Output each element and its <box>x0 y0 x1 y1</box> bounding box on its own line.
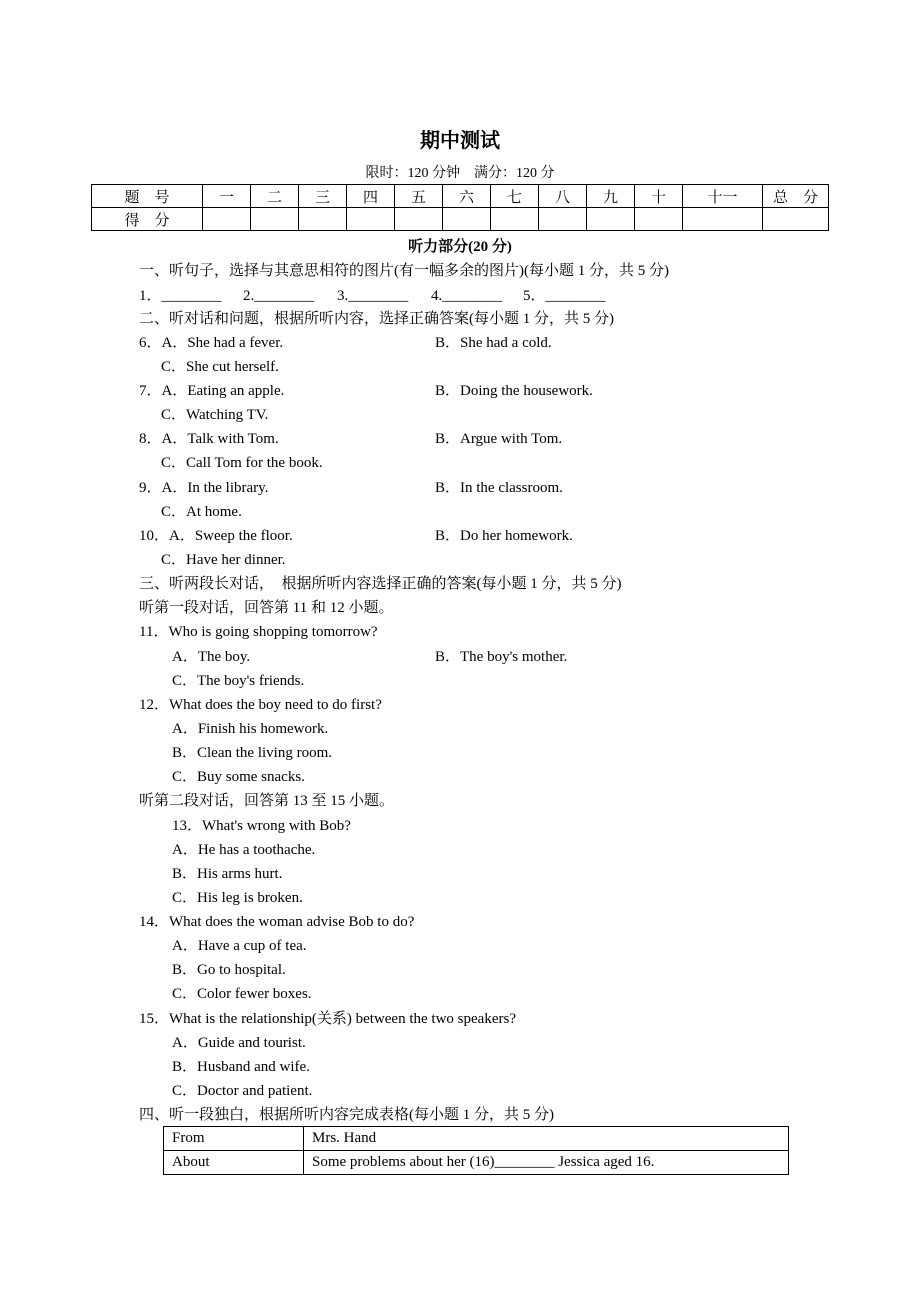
header-cell: 十 <box>635 185 683 208</box>
option-c: C．She cut herself. <box>161 359 279 375</box>
question-11: 11．Who is going shopping tomorrow? <box>139 624 378 640</box>
header-cell: 一 <box>203 185 251 208</box>
option-c: C．Call Tom for the book. <box>161 455 323 471</box>
option-a: A．Finish his homework. <box>172 721 329 737</box>
header-cell: 五 <box>395 185 443 208</box>
question-13: 13．What's wrong with Bob? <box>172 818 351 834</box>
question-15: 15．What is the relationship(关系) between the two speakers? <box>139 1011 516 1027</box>
score-cell[interactable] <box>251 208 299 231</box>
score-cell[interactable] <box>443 208 491 231</box>
table-row <box>164 1127 789 1151</box>
question-12: 12．What does the boy need to do first? <box>139 697 382 713</box>
question-14: 14．What does the woman advise Bob to do? <box>139 914 415 930</box>
score-cell[interactable] <box>395 208 443 231</box>
option-b: B．She had a cold. <box>435 335 552 351</box>
row-value[interactable]: Some problems about her (16)________ Jessica aged 16. <box>304 1151 789 1175</box>
header-cell: 六 <box>443 185 491 208</box>
score-table-header-row <box>92 185 829 208</box>
option-c: C．Have her dinner. <box>161 552 286 568</box>
option-b: B．In the classroom. <box>435 480 563 496</box>
score-cell[interactable] <box>347 208 395 231</box>
listening-section-title: 听力部分(20 分) <box>408 239 512 255</box>
option-b: B．Do her homework. <box>435 528 573 544</box>
score-cell[interactable] <box>635 208 683 231</box>
option-b: B．His arms hurt. <box>172 866 283 882</box>
monologue-table <box>163 1126 789 1175</box>
exam-info: 限时：120 分钟 满分：120 分 <box>365 166 555 181</box>
row-label: From <box>164 1127 304 1151</box>
header-cell: 八 <box>539 185 587 208</box>
answer-blank[interactable]: 2.________ <box>243 288 315 304</box>
option-b: B．Doing the housework. <box>435 383 593 399</box>
score-table-score-row <box>92 208 829 231</box>
score-cell[interactable] <box>491 208 539 231</box>
option-c: C．Watching TV. <box>161 407 269 423</box>
table-row <box>164 1151 789 1175</box>
header-cell: 十一 <box>683 185 763 208</box>
header-cell: 总 分 <box>763 185 829 208</box>
score-table <box>91 184 829 231</box>
dialog1-note: 听第一段对话，回答第 11 和 12 小题。 <box>139 600 394 616</box>
option-a: 6．A．She had a fever. <box>139 335 284 351</box>
header-cell: 九 <box>587 185 635 208</box>
score-cell[interactable] <box>683 208 763 231</box>
answer-blank[interactable]: 4.________ <box>431 288 503 304</box>
option-b: B．The boy's mother. <box>435 649 568 665</box>
answer-blank[interactable]: 5．________ <box>523 288 606 304</box>
header-cell: 四 <box>347 185 395 208</box>
option-b: B．Husband and wife. <box>172 1059 310 1075</box>
option-b: B．Go to hospital. <box>172 962 286 978</box>
option-c: C．At home. <box>161 504 242 520</box>
option-a: 8．A．Talk with Tom. <box>139 431 279 447</box>
score-cell[interactable] <box>539 208 587 231</box>
option-c: C．Color fewer boxes. <box>172 986 312 1002</box>
answer-blank[interactable]: 3.________ <box>337 288 409 304</box>
header-cell: 七 <box>491 185 539 208</box>
score-cell[interactable] <box>763 208 829 231</box>
header-cell: 二 <box>251 185 299 208</box>
option-a: A．Guide and tourist. <box>172 1035 306 1051</box>
option-a: A．The boy. <box>172 649 251 665</box>
part4-heading: 四、听一段独白，根据所听内容完成表格(每小题 1 分，共 5 分) <box>139 1107 554 1123</box>
part1-heading: 一、听句子，选择与其意思相符的图片(有一幅多余的图片)(每小题 1 分，共 5 分) <box>139 263 669 279</box>
answer-blank[interactable]: 1．________ <box>139 288 222 304</box>
option-c: C．Doctor and patient. <box>172 1083 313 1099</box>
option-a: 7．A．Eating an apple. <box>139 383 285 399</box>
row-value: Mrs. Hand <box>304 1127 789 1151</box>
option-a: 9．A．In the library. <box>139 480 269 496</box>
option-a: 10．A．Sweep the floor. <box>139 528 293 544</box>
part2-heading: 二、听对话和问题，根据所听内容，选择正确答案(每小题 1 分，共 5 分) <box>139 311 614 327</box>
option-c: C．His leg is broken. <box>172 890 303 906</box>
option-a: A．Have a cup of tea. <box>172 938 307 954</box>
option-c: C．Buy some snacks. <box>172 769 305 785</box>
option-b: B．Clean the living room. <box>172 745 332 761</box>
header-cell: 题 号 <box>92 185 203 208</box>
score-cell[interactable] <box>203 208 251 231</box>
part3-heading: 三、听两段长对话， 根据所听内容选择正确的答案(每小题 1 分，共 5 分) <box>139 576 622 592</box>
score-row-label: 得 分 <box>92 208 203 231</box>
header-cell: 三 <box>299 185 347 208</box>
score-cell[interactable] <box>299 208 347 231</box>
option-b: B．Argue with Tom. <box>435 431 563 447</box>
row-label: About <box>164 1151 304 1175</box>
option-a: A．He has a toothache. <box>172 842 316 858</box>
dialog2-note: 听第二段对话，回答第 13 至 15 小题。 <box>139 793 395 809</box>
option-c: C．The boy's friends. <box>172 673 305 689</box>
score-cell[interactable] <box>587 208 635 231</box>
page-title: 期中测试 <box>420 128 500 152</box>
